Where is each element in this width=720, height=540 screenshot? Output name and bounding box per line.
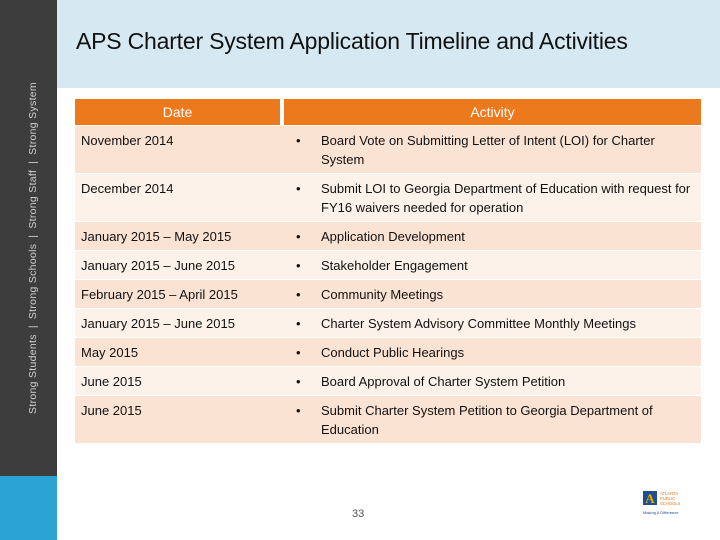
bullet: • xyxy=(296,181,301,196)
activity-cell xyxy=(284,126,701,174)
activity-text: Community Meetings xyxy=(321,287,444,302)
date-cell: February 2015 – April 2015 xyxy=(75,280,280,309)
date-cell: June 2015 xyxy=(75,367,280,396)
activity-cell xyxy=(284,251,701,280)
tagline-part: Strong Schools xyxy=(27,243,39,320)
activity-text: Submit Charter System Petition to Georgia Department of Education xyxy=(321,403,653,437)
table-row xyxy=(75,280,701,309)
activity-cell xyxy=(284,338,701,367)
activity-cell xyxy=(284,174,701,222)
bullet: • xyxy=(296,316,301,331)
table-row xyxy=(75,396,701,444)
svg-text:ATLANTA: ATLANTA xyxy=(660,491,679,496)
activity-text: Stakeholder Engagement xyxy=(321,258,468,273)
tagline-part: Strong Students xyxy=(27,334,39,414)
table-row xyxy=(75,126,701,174)
svg-text:PUBLIC: PUBLIC xyxy=(660,496,676,501)
activity-cell xyxy=(284,280,701,309)
activity-text: Submit LOI to Georgia Department of Education with request for FY16 waivers needed for operation xyxy=(321,181,691,215)
table-row xyxy=(75,222,701,251)
bullet: • xyxy=(296,229,301,244)
svg-text:A: A xyxy=(645,491,655,506)
activity-text: Charter System Advisory Committee Monthly Meetings xyxy=(321,316,636,331)
sidebar-tagline xyxy=(27,82,39,414)
activity-cell xyxy=(284,367,701,396)
tagline-part: Strong System xyxy=(27,82,39,155)
date-column-header: Date xyxy=(75,99,280,126)
activity-text: Application Development xyxy=(321,229,465,244)
bullet: • xyxy=(296,345,301,360)
aps-logo xyxy=(639,488,695,522)
date-cell: January 2015 – May 2015 xyxy=(75,222,280,251)
activity-cell xyxy=(284,222,701,251)
table-row xyxy=(75,251,701,280)
activity-cell xyxy=(284,396,701,444)
table-row xyxy=(75,367,701,396)
table-row xyxy=(75,174,701,222)
sidebar-accent-block xyxy=(0,476,57,540)
bullet: • xyxy=(296,287,301,302)
tagline-separator: | xyxy=(27,234,39,238)
date-cell: November 2014 xyxy=(75,126,280,174)
bullet: • xyxy=(296,403,301,418)
svg-text:SCHOOLS: SCHOOLS xyxy=(660,501,681,506)
activity-column-header: Activity xyxy=(284,99,701,126)
svg-text:Making A Difference: Making A Difference xyxy=(643,510,679,515)
bullet: • xyxy=(296,258,301,273)
timeline-table xyxy=(75,99,701,443)
tagline-separator: | xyxy=(27,160,39,164)
activity-text: Conduct Public Hearings xyxy=(321,345,465,360)
date-cell: December 2014 xyxy=(75,174,280,222)
page-number: 33 xyxy=(352,508,365,520)
bullet: • xyxy=(296,374,301,389)
date-cell: January 2015 – June 2015 xyxy=(75,309,280,338)
date-cell: June 2015 xyxy=(75,396,280,444)
date-cell: January 2015 – June 2015 xyxy=(75,251,280,280)
date-cell: May 2015 xyxy=(75,338,280,367)
activity-cell xyxy=(284,309,701,338)
page-title: APS Charter System Application Timeline and Activities xyxy=(76,28,628,54)
tagline-part: Strong Staff xyxy=(27,169,39,229)
bullet: • xyxy=(296,133,301,148)
table-row xyxy=(75,309,701,338)
table-row xyxy=(75,338,701,367)
activity-text: Board Approval of Charter System Petition xyxy=(321,374,566,389)
tagline-separator: | xyxy=(27,325,39,329)
table-header-row xyxy=(75,99,701,126)
activity-text: Board Vote on Submitting Letter of Intent (LOI) for Charter System xyxy=(321,133,655,167)
